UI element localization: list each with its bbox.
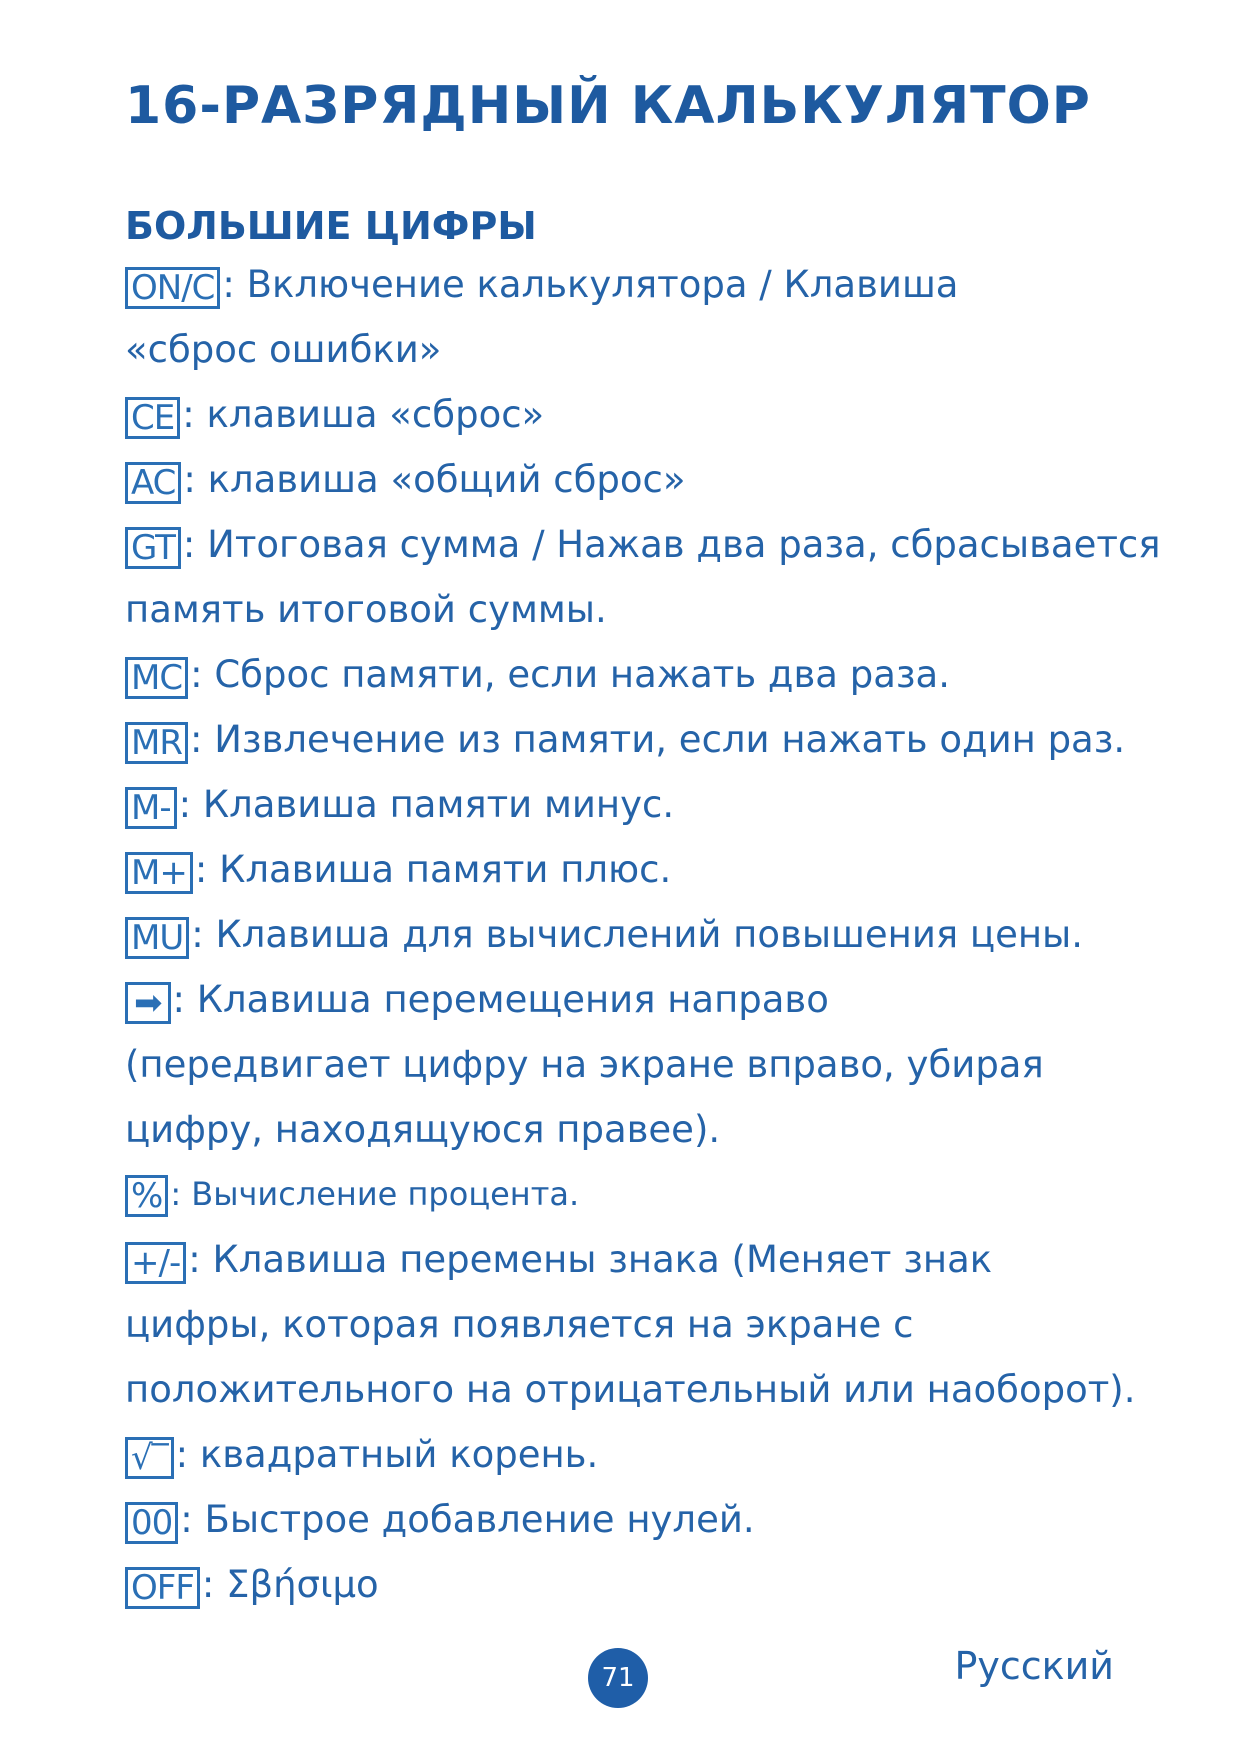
key-off-icon: OFF [125,1567,200,1609]
entry-text: Клавиша памяти минус. [202,783,675,826]
entry-text: Вычисление процента. [191,1175,580,1213]
key-m-plus-icon: M+ [125,852,193,894]
key-plus-minus-icon: +/- [125,1242,186,1284]
entry-shift-right: ➡ : Клавиша перемещения направо [125,967,1125,1032]
entry-continuation: «сброс ошибки» [125,328,442,371]
entry-mc: MC : Сброс памяти, если нажать два раза. [125,642,1125,707]
entry-mu: MU : Клавиша для вычислений повышения цены. [125,902,1125,967]
entry-text: Клавиша памяти плюс. [219,848,672,891]
entry-text: Извлечение из памяти, если нажать один раз. [214,718,1126,761]
arrow-right-icon: ➡ [125,982,171,1024]
entry-text: квадратный корень. [199,1433,599,1476]
language-label: Русский [954,1644,1114,1688]
entry-m-minus: M- : Клавиша памяти минус. [125,772,1125,837]
entry-text: Включение калькулятора / Клавиша [246,263,959,306]
square-root-icon: √‾ [125,1437,174,1479]
entry-continuation: память итоговой суммы. [125,588,607,631]
key-onc-icon: ON/C [125,267,220,309]
entry-continuation: цифру, находящуюся правее). [125,1108,721,1151]
entry-ce: CE : клавиша «сброс» [125,382,1125,447]
entry-text: клавиша «сброс» [206,393,545,436]
key-double-zero-icon: 00 [125,1502,178,1544]
entry-text: Клавиша перемены знака (Меняет знак [212,1238,993,1281]
entry-onc: ON/C : Включение калькулятора / Клавиша [125,252,1125,317]
entry-text: клавиша «общий сброс» [207,458,686,501]
entry-text: Быстрое добавление нулей. [204,1498,755,1541]
entry-sign: +/- : Клавиша перемены знака (Меняет знак [125,1227,1125,1292]
key-mu-icon: MU [125,917,189,959]
entry-text: Итоговая сумма / Нажав два раза, сбрасывается [207,523,1161,566]
page-number: 71 [588,1648,648,1708]
entry-sqrt: √‾ : квадратный корень. [125,1422,1125,1487]
entry-text: Клавиша для вычислений повышения цены. [215,913,1084,956]
key-gt-icon: GT [125,527,181,569]
entry-text: Σβήσιμο [226,1563,379,1606]
key-ac-icon: AC [125,462,181,504]
entry-mr: MR : Извлечение из памяти, если нажать один раз. [125,707,1125,772]
entry-off: OFF : Σβήσιμο [125,1552,1125,1617]
entry-ac: AC : клавиша «общий сброс» [125,447,1125,512]
entry-m-plus: M+ : Клавиша памяти плюс. [125,837,1125,902]
section-title: БОЛЬШИЕ ЦИФРЫ [125,204,537,248]
key-mc-icon: MC [125,657,188,699]
key-m-minus-icon: M- [125,787,177,829]
key-mr-icon: MR [125,722,188,764]
page-title: 16-РАЗРЯДНЫЙ КАЛЬКУЛЯТОР [125,76,1091,136]
entry-continuation: положительного на отрицательный или наоборот). [125,1368,1136,1411]
entry-continuation: (передвигает цифру на экране вправо, убирая [125,1043,1044,1086]
entry-percent: % : Вычисление процента. [125,1162,1125,1227]
entry-text: Сброс памяти, если нажать два раза. [214,653,950,696]
entry-continuation: цифры, которая появляется на экране с [125,1303,914,1346]
entry-double-zero: 00 : Быстрое добавление нулей. [125,1487,1125,1552]
entry-text: Клавиша перемещения направо [196,978,829,1021]
entry-gt: GT : Итоговая сумма / Нажав два раза, сбрасывается [125,512,1125,577]
percent-icon: % [125,1175,168,1217]
content [125,70,1161,1617]
key-ce-icon: CE [125,397,180,439]
